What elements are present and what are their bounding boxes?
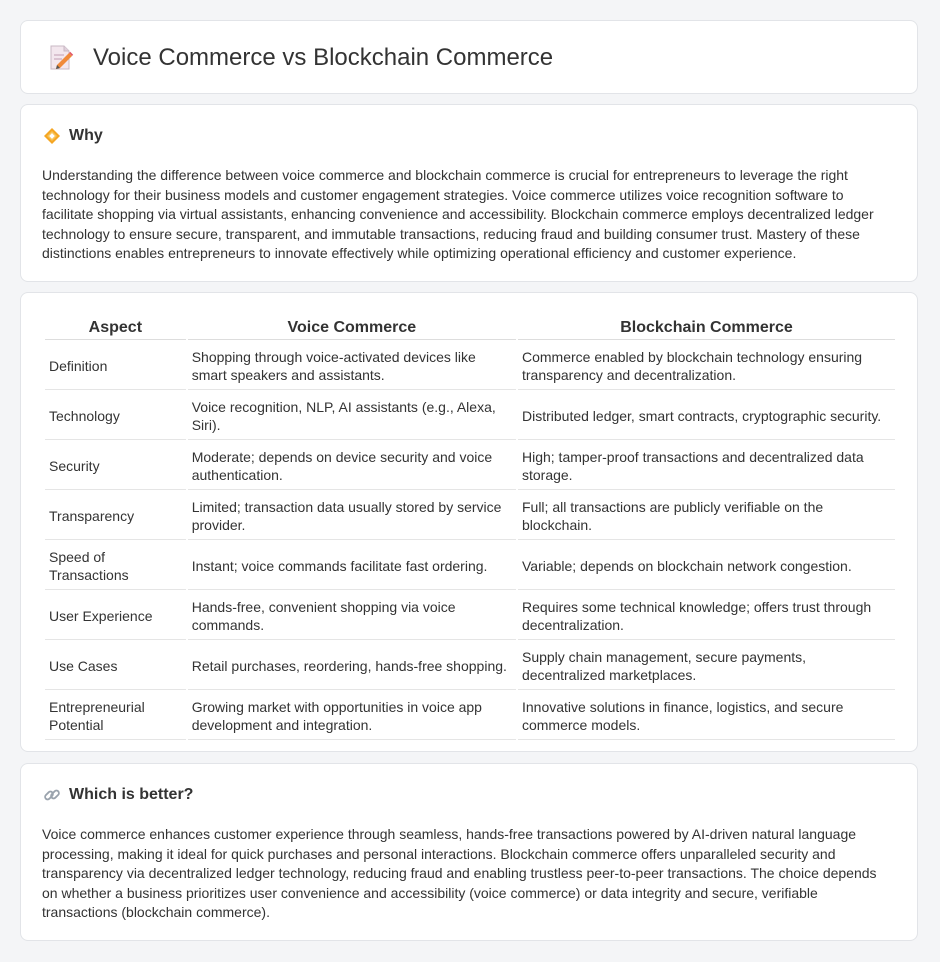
aspect-cell: Transparency <box>45 492 186 540</box>
voice-cell: Hands-free, convenient shopping via voice commands. <box>188 592 516 640</box>
blockchain-cell: Innovative solutions in finance, logistics, and secure commerce models. <box>518 692 895 740</box>
blockchain-cell: Supply chain management, secure payments, decentralized marketplaces. <box>518 642 895 690</box>
link-icon <box>43 786 61 804</box>
aspect-cell: Speed of Transactions <box>45 542 186 590</box>
blockchain-cell: Commerce enabled by blockchain technology ensuring transparency and decentralization. <box>518 342 895 390</box>
table-row <box>45 442 895 490</box>
table-row <box>45 592 895 640</box>
title-row <box>45 43 553 73</box>
why-section <box>20 104 918 282</box>
better-text: Voice commerce enhances customer experience through seamless, hands-free transactions powered by AI-driven natural language processing, making it ideal for quick purchases and personal interactions. Blockchain commerce offers unparalleled security and transparency via decentralized ledger technology, reducing fraud and enabling trustless peer-to-peer transactions. The choice depends on whether a business prioritizes user convenience and accessibility (voice commerce) or data integrity and secure, verifiable transactions (blockchain commerce). <box>42 826 877 921</box>
table-row <box>45 392 895 440</box>
why-text: Understanding the difference between voice commerce and blockchain commerce is crucial for entrepreneurs to leverage the right technology for their business models and customer engagement strategies. Voice commerce utilizes voice recognition software to facilitate shopping via virtual assistants, enhancing convenience and accessibility. Blockchain commerce employs decentralized ledger technology to ensure secure, transparent, and immutable transactions, reducing fraud and building consumer trust. Mastery of these distinctions enables entrepreneurs to innovate effectively while optimizing operational efficiency and customer experience. <box>42 167 874 262</box>
table-row <box>45 542 895 590</box>
title-card <box>20 20 918 94</box>
blockchain-cell: Distributed ledger, smart contracts, cryptographic security. <box>518 392 895 440</box>
voice-cell: Voice recognition, NLP, AI assistants (e.g., Alexa, Siri). <box>188 392 516 440</box>
blockchain-cell: Variable; depends on blockchain network congestion. <box>518 542 895 590</box>
better-title: Which is better? <box>69 786 194 803</box>
voice-cell: Growing market with opportunities in voice app development and integration. <box>188 692 516 740</box>
diamond-icon <box>43 127 61 145</box>
aspect-cell: Entrepreneurial Potential <box>45 692 186 740</box>
voice-cell: Shopping through voice-activated devices like smart speakers and assistants. <box>188 342 516 390</box>
aspect-cell: Technology <box>45 392 186 440</box>
header-voice-commerce: Voice Commerce <box>188 317 516 340</box>
aspect-cell: Use Cases <box>45 642 186 690</box>
table-row <box>45 642 895 690</box>
page-title: Voice Commerce vs Blockchain Commerce <box>93 44 554 71</box>
blockchain-cell: Requires some technical knowledge; offers trust through decentralization. <box>518 592 895 640</box>
table-row <box>45 342 895 390</box>
voice-cell: Limited; transaction data usually stored by service provider. <box>188 492 516 540</box>
why-title: Why <box>69 127 103 144</box>
voice-cell: Moderate; depends on device security and voice authentication. <box>188 442 516 490</box>
header-aspect: Aspect <box>45 317 186 340</box>
comparison-table <box>43 315 897 742</box>
memo-pencil-icon <box>45 43 75 73</box>
table-header-row <box>45 317 895 340</box>
blockchain-cell: Full; all transactions are publicly verifiable on the blockchain. <box>518 492 895 540</box>
why-heading <box>43 127 103 145</box>
header-blockchain-commerce: Blockchain Commerce <box>518 317 895 340</box>
aspect-cell: Security <box>45 442 186 490</box>
aspect-cell: Definition <box>45 342 186 390</box>
voice-cell: Retail purchases, reordering, hands-free shopping. <box>188 642 516 690</box>
blockchain-cell: High; tamper-proof transactions and decentralized data storage. <box>518 442 895 490</box>
which-is-better-section <box>20 763 918 941</box>
comparison-table-card <box>20 292 918 752</box>
voice-cell: Instant; voice commands facilitate fast ordering. <box>188 542 516 590</box>
aspect-cell: User Experience <box>45 592 186 640</box>
table-row <box>45 492 895 540</box>
better-heading <box>43 786 193 804</box>
table-row <box>45 692 895 740</box>
